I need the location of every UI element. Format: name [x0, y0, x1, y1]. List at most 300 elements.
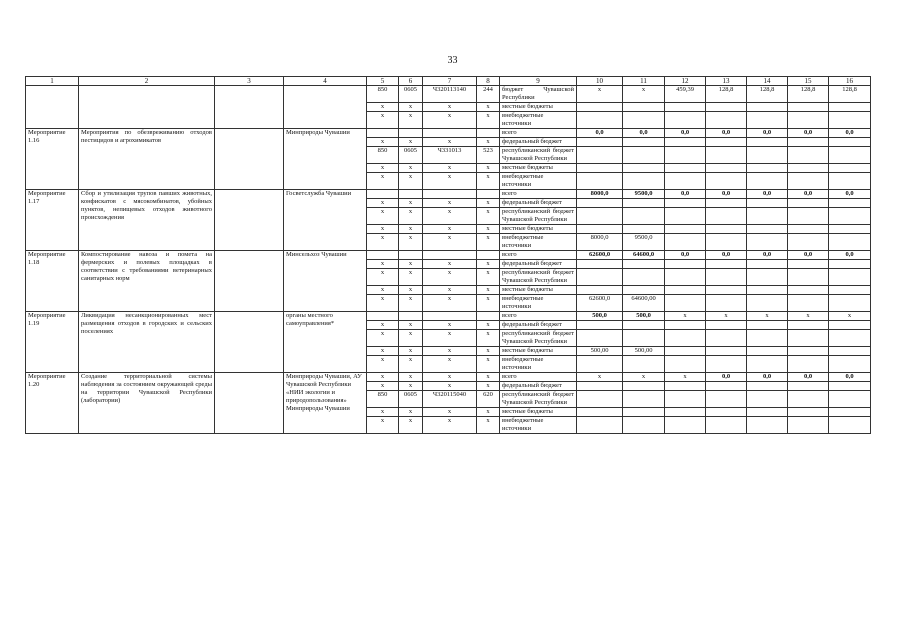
- amount-cell: [665, 330, 706, 347]
- column-number-cell: 9: [500, 77, 577, 86]
- amount-cell: [623, 138, 665, 147]
- amount-cell: [788, 112, 829, 129]
- responsible-executor-cell: [284, 86, 367, 129]
- amount-cell: 8000,0: [577, 234, 623, 251]
- amount-cell: [788, 103, 829, 112]
- budget-code-cell: x: [399, 260, 423, 269]
- amount-cell: x: [788, 312, 829, 321]
- budget-code-cell: [423, 129, 477, 138]
- amount-cell: [706, 164, 747, 173]
- budget-code-cell: x: [367, 269, 399, 286]
- amount-cell: [829, 269, 871, 286]
- budget-code-cell: [477, 251, 500, 260]
- amount-cell: [788, 173, 829, 190]
- budget-code-cell: x: [477, 286, 500, 295]
- amount-cell: 0,0: [788, 373, 829, 382]
- budget-code-cell: x: [399, 269, 423, 286]
- column-number-cell: 2: [79, 77, 215, 86]
- table-row: [26, 312, 871, 321]
- amount-cell: [788, 225, 829, 234]
- budget-code-cell: x: [423, 225, 477, 234]
- column-number-cell: 6: [399, 77, 423, 86]
- funding-source-cell: местные бюджеты: [500, 408, 577, 417]
- amount-cell: 0,0: [747, 190, 788, 199]
- budget-code-cell: x: [423, 269, 477, 286]
- budget-code-cell: x: [423, 164, 477, 173]
- amount-cell: [829, 225, 871, 234]
- measure-id-cell: Мероприятие 1.16: [26, 129, 79, 190]
- amount-cell: [747, 269, 788, 286]
- amount-cell: [747, 286, 788, 295]
- column-number-cell: 7: [423, 77, 477, 86]
- amount-cell: [829, 138, 871, 147]
- amount-cell: [623, 382, 665, 391]
- amount-cell: [623, 225, 665, 234]
- amount-cell: 128,8: [706, 86, 747, 103]
- amount-cell: [577, 112, 623, 129]
- budget-code-cell: x: [367, 208, 399, 225]
- column-number-cell: 8: [477, 77, 500, 86]
- budget-code-cell: [423, 251, 477, 260]
- amount-cell: [665, 269, 706, 286]
- amount-cell: [788, 164, 829, 173]
- amount-cell: [577, 138, 623, 147]
- budget-code-cell: x: [477, 295, 500, 312]
- amount-cell: [665, 347, 706, 356]
- amount-cell: x: [665, 312, 706, 321]
- amount-cell: 0,0: [788, 251, 829, 260]
- amount-cell: [706, 330, 747, 347]
- budget-code-cell: x: [423, 408, 477, 417]
- budget-code-cell: 850: [367, 391, 399, 408]
- amount-cell: [577, 199, 623, 208]
- budget-code-cell: x: [367, 103, 399, 112]
- amount-cell: [829, 356, 871, 373]
- amount-cell: x: [623, 86, 665, 103]
- amount-cell: [788, 138, 829, 147]
- amount-cell: [829, 330, 871, 347]
- amount-cell: [623, 103, 665, 112]
- budget-code-cell: x: [423, 234, 477, 251]
- page-number: 33: [447, 55, 458, 66]
- amount-cell: [706, 321, 747, 330]
- budget-code-cell: x: [477, 260, 500, 269]
- amount-cell: [623, 286, 665, 295]
- amount-cell: 8000,0: [577, 190, 623, 199]
- budget-code-cell: Ч320113140: [423, 86, 477, 103]
- budget-code-cell: x: [399, 286, 423, 295]
- amount-cell: [665, 417, 706, 434]
- funding-source-cell: всего: [500, 373, 577, 382]
- amount-cell: x: [665, 373, 706, 382]
- amount-cell: [665, 391, 706, 408]
- budget-code-cell: x: [367, 373, 399, 382]
- measure-id-cell: Мероприятие 1.17: [26, 190, 79, 251]
- measure-id-cell: Мероприятие 1.19: [26, 312, 79, 373]
- budget-code-cell: x: [477, 164, 500, 173]
- responsible-executor-cell: органы местного самоуправления*: [284, 312, 367, 373]
- amount-cell: x: [706, 312, 747, 321]
- budget-code-cell: x: [477, 208, 500, 225]
- budget-code-cell: x: [423, 295, 477, 312]
- budget-code-cell: 620: [477, 391, 500, 408]
- amount-cell: [706, 347, 747, 356]
- measure-id-cell: Мероприятие 1.18: [26, 251, 79, 312]
- amount-cell: 0,0: [829, 190, 871, 199]
- amount-cell: [788, 417, 829, 434]
- budget-code-cell: x: [423, 112, 477, 129]
- amount-cell: [829, 164, 871, 173]
- budget-code-cell: Ч320115040: [423, 391, 477, 408]
- budget-code-cell: x: [423, 347, 477, 356]
- amount-cell: [829, 147, 871, 164]
- amount-cell: [706, 234, 747, 251]
- funding-source-cell: федеральный бюджет: [500, 321, 577, 330]
- budget-code-cell: x: [477, 225, 500, 234]
- amount-cell: [747, 391, 788, 408]
- budget-code-cell: x: [477, 321, 500, 330]
- funding-source-cell: местные бюджеты: [500, 286, 577, 295]
- column-number-cell: 11: [623, 77, 665, 86]
- funding-source-cell: местные бюджеты: [500, 164, 577, 173]
- budget-code-cell: [367, 251, 399, 260]
- budget-code-cell: x: [399, 382, 423, 391]
- amount-cell: [623, 260, 665, 269]
- budget-code-cell: x: [423, 373, 477, 382]
- amount-cell: [829, 208, 871, 225]
- funding-source-cell: местные бюджеты: [500, 103, 577, 112]
- budget-code-cell: x: [399, 321, 423, 330]
- amount-cell: [623, 173, 665, 190]
- amount-cell: [665, 382, 706, 391]
- amount-cell: [747, 382, 788, 391]
- amount-cell: [829, 295, 871, 312]
- amount-cell: x: [829, 312, 871, 321]
- budget-code-cell: x: [477, 138, 500, 147]
- amount-cell: [747, 103, 788, 112]
- budget-code-cell: [477, 190, 500, 199]
- amount-cell: [577, 269, 623, 286]
- amount-cell: [706, 382, 747, 391]
- budget-code-cell: x: [423, 286, 477, 295]
- amount-cell: [788, 234, 829, 251]
- budget-code-cell: x: [423, 260, 477, 269]
- amount-cell: [577, 417, 623, 434]
- table-row: [26, 129, 871, 138]
- amount-cell: x: [623, 373, 665, 382]
- budget-code-cell: x: [399, 173, 423, 190]
- amount-cell: 0,0: [665, 251, 706, 260]
- column-number-cell: 3: [215, 77, 284, 86]
- budget-code-cell: x: [367, 295, 399, 312]
- amount-cell: [623, 147, 665, 164]
- amount-cell: [623, 321, 665, 330]
- amount-cell: [665, 208, 706, 225]
- budget-code-cell: x: [367, 330, 399, 347]
- budget-code-cell: [423, 312, 477, 321]
- amount-cell: 9500,0: [623, 190, 665, 199]
- responsible-executor-cell: Госветслужба Чувашии: [284, 190, 367, 251]
- amount-cell: [623, 391, 665, 408]
- measure-id-cell: [26, 86, 79, 129]
- amount-cell: [788, 260, 829, 269]
- budget-code-cell: x: [423, 382, 477, 391]
- amount-cell: [706, 269, 747, 286]
- budget-code-cell: x: [423, 356, 477, 373]
- budget-code-cell: x: [477, 408, 500, 417]
- amount-cell: [747, 408, 788, 417]
- amount-cell: [788, 382, 829, 391]
- budget-code-cell: x: [367, 234, 399, 251]
- amount-cell: 0,0: [706, 251, 747, 260]
- amount-cell: [623, 164, 665, 173]
- budget-code-cell: x: [477, 356, 500, 373]
- amount-cell: [747, 347, 788, 356]
- amount-cell: [665, 138, 706, 147]
- budget-code-cell: x: [423, 321, 477, 330]
- amount-cell: x: [577, 86, 623, 103]
- budget-code-cell: x: [477, 103, 500, 112]
- budget-code-cell: 244: [477, 86, 500, 103]
- budget-code-cell: x: [367, 417, 399, 434]
- amount-cell: [788, 356, 829, 373]
- amount-cell: 500,0: [623, 312, 665, 321]
- amount-cell: 9500,0: [623, 234, 665, 251]
- amount-cell: 0,0: [747, 373, 788, 382]
- amount-cell: 128,8: [788, 86, 829, 103]
- amount-cell: [706, 147, 747, 164]
- budget-code-cell: x: [367, 225, 399, 234]
- amount-cell: [665, 173, 706, 190]
- amount-cell: [788, 269, 829, 286]
- budget-code-cell: x: [423, 103, 477, 112]
- amount-cell: [829, 347, 871, 356]
- amount-cell: 0,0: [623, 129, 665, 138]
- budget-code-cell: [477, 129, 500, 138]
- measure-description-cell: [79, 86, 215, 129]
- budget-code-cell: x: [423, 199, 477, 208]
- funding-source-cell: республиканский бюджет Чувашской Республики: [500, 391, 577, 408]
- amount-cell: [829, 173, 871, 190]
- amount-cell: [623, 417, 665, 434]
- funding-source-cell: внебюджетные источники: [500, 234, 577, 251]
- amount-cell: [829, 417, 871, 434]
- amount-cell: [706, 208, 747, 225]
- funding-source-cell: внебюджетные источники: [500, 173, 577, 190]
- budget-code-cell: x: [477, 112, 500, 129]
- funding-source-cell: внебюджетные источники: [500, 112, 577, 129]
- budget-code-cell: x: [399, 112, 423, 129]
- amount-cell: [829, 260, 871, 269]
- budget-code-cell: [423, 190, 477, 199]
- table-cell: [215, 373, 284, 434]
- amount-cell: 128,8: [747, 86, 788, 103]
- amount-cell: [665, 164, 706, 173]
- amount-cell: [665, 147, 706, 164]
- budget-code-cell: [367, 312, 399, 321]
- funding-source-cell: бюджет Чувашской Республики: [500, 86, 577, 103]
- table-row: [26, 251, 871, 260]
- budget-code-cell: x: [399, 295, 423, 312]
- amount-cell: 128,8: [829, 86, 871, 103]
- amount-cell: 0,0: [788, 129, 829, 138]
- funding-source-cell: внебюджетные источники: [500, 356, 577, 373]
- budget-code-cell: [367, 129, 399, 138]
- budget-code-cell: x: [477, 347, 500, 356]
- amount-cell: [706, 199, 747, 208]
- budget-code-cell: 850: [367, 147, 399, 164]
- column-number-cell: 12: [665, 77, 706, 86]
- measure-description-cell: Компостирование навоза и помета на фермерских и полевых площадках в соответствии с требованиями ветеринарных санитарных норм: [79, 251, 215, 312]
- measure-description-cell: Сбор и утилизация трупов павших животных, конфискатов с мясокомбинатов, убойных пунктов, непищевых отходов животного происхождения: [79, 190, 215, 251]
- column-number-cell: 4: [284, 77, 367, 86]
- budget-code-cell: x: [399, 138, 423, 147]
- budget-code-cell: x: [399, 373, 423, 382]
- amount-cell: [706, 225, 747, 234]
- measure-description-cell: Мероприятия по обезвреживанию отходов пестицидов и агрохимикатов: [79, 129, 215, 190]
- amount-cell: [829, 286, 871, 295]
- amount-cell: [706, 260, 747, 269]
- table-row: [26, 86, 871, 103]
- amount-cell: [747, 147, 788, 164]
- budget-code-cell: [399, 129, 423, 138]
- budget-code-cell: x: [399, 408, 423, 417]
- responsible-executor-cell: Минсельхоз Чувашии: [284, 251, 367, 312]
- amount-cell: [706, 417, 747, 434]
- amount-cell: [747, 138, 788, 147]
- amount-cell: [706, 408, 747, 417]
- amount-cell: [665, 225, 706, 234]
- amount-cell: [577, 208, 623, 225]
- budget-code-cell: x: [423, 330, 477, 347]
- amount-cell: [665, 295, 706, 312]
- measure-description-cell: Ликвидация несанкционированных мест размещения отходов в городских и сельских поселениях: [79, 312, 215, 373]
- amount-cell: 0,0: [829, 251, 871, 260]
- budget-code-cell: x: [477, 234, 500, 251]
- amount-cell: [706, 286, 747, 295]
- funding-source-cell: внебюджетные источники: [500, 295, 577, 312]
- amount-cell: 0,0: [665, 129, 706, 138]
- budget-code-cell: x: [399, 225, 423, 234]
- column-number-row: [26, 77, 871, 86]
- amount-cell: 0,0: [747, 129, 788, 138]
- amount-cell: 0,0: [577, 129, 623, 138]
- amount-cell: [706, 138, 747, 147]
- budget-code-cell: x: [477, 373, 500, 382]
- amount-cell: [665, 408, 706, 417]
- funding-source-cell: всего: [500, 129, 577, 138]
- amount-cell: [665, 103, 706, 112]
- amount-cell: [788, 147, 829, 164]
- amount-cell: [788, 208, 829, 225]
- budget-code-cell: x: [399, 208, 423, 225]
- amount-cell: [747, 225, 788, 234]
- budget-code-cell: 0605: [399, 147, 423, 164]
- budget-code-cell: x: [367, 286, 399, 295]
- amount-cell: [577, 173, 623, 190]
- budget-code-cell: x: [367, 347, 399, 356]
- amount-cell: [788, 347, 829, 356]
- amount-cell: 0,0: [706, 129, 747, 138]
- amount-cell: 500,00: [623, 347, 665, 356]
- funding-source-cell: федеральный бюджет: [500, 138, 577, 147]
- budget-code-cell: x: [477, 382, 500, 391]
- table-cell: [215, 251, 284, 312]
- amount-cell: 0,0: [747, 251, 788, 260]
- amount-cell: 0,0: [829, 129, 871, 138]
- funding-source-cell: внебюджетные источники: [500, 417, 577, 434]
- budget-code-cell: x: [367, 164, 399, 173]
- amount-cell: x: [747, 312, 788, 321]
- amount-cell: [706, 391, 747, 408]
- budget-code-cell: x: [367, 173, 399, 190]
- amount-cell: [577, 164, 623, 173]
- budget-code-cell: x: [477, 417, 500, 434]
- amount-cell: [577, 225, 623, 234]
- amount-cell: [829, 234, 871, 251]
- budget-code-cell: x: [423, 208, 477, 225]
- amount-cell: 0,0: [788, 190, 829, 199]
- measure-description-cell: Создание территориальной системы наблюдения за состоянием окружающей среды на территории Чувашской Республики (лаборатории): [79, 373, 215, 434]
- amount-cell: [665, 286, 706, 295]
- table-row: [26, 190, 871, 199]
- amount-cell: [747, 173, 788, 190]
- amount-cell: [577, 260, 623, 269]
- amount-cell: 459,39: [665, 86, 706, 103]
- budget-code-cell: [399, 251, 423, 260]
- column-number-cell: 1: [26, 77, 79, 86]
- budget-code-cell: x: [399, 330, 423, 347]
- amount-cell: [788, 321, 829, 330]
- budget-code-cell: x: [367, 356, 399, 373]
- budget-code-cell: x: [399, 164, 423, 173]
- column-number-cell: 14: [747, 77, 788, 86]
- amount-cell: x: [577, 373, 623, 382]
- amount-cell: [623, 356, 665, 373]
- budget-code-cell: x: [367, 138, 399, 147]
- amount-cell: [577, 382, 623, 391]
- amount-cell: [788, 408, 829, 417]
- budget-code-cell: x: [477, 199, 500, 208]
- funding-source-cell: федеральный бюджет: [500, 260, 577, 269]
- funding-source-cell: всего: [500, 190, 577, 199]
- amount-cell: [706, 103, 747, 112]
- amount-cell: 500,00: [577, 347, 623, 356]
- amount-cell: [747, 295, 788, 312]
- budget-code-cell: x: [399, 347, 423, 356]
- amount-cell: [665, 321, 706, 330]
- amount-cell: [829, 199, 871, 208]
- budget-code-cell: [399, 312, 423, 321]
- funding-source-cell: республиканский бюджет Чувашской Республики: [500, 269, 577, 286]
- amount-cell: [788, 391, 829, 408]
- budget-code-cell: x: [367, 112, 399, 129]
- budget-code-cell: x: [367, 382, 399, 391]
- column-number-cell: 15: [788, 77, 829, 86]
- amount-cell: [747, 112, 788, 129]
- responsible-executor-cell: Минприроды Чувашии, АУ Чувашской Республики «НИИ экологии и природопользования» Минприроды Чувашии: [284, 373, 367, 434]
- budget-code-cell: [399, 190, 423, 199]
- amount-cell: [829, 103, 871, 112]
- amount-cell: [706, 173, 747, 190]
- amount-cell: 64600,00: [623, 295, 665, 312]
- amount-cell: [829, 112, 871, 129]
- amount-cell: [623, 330, 665, 347]
- column-number-cell: 5: [367, 77, 399, 86]
- amount-cell: [747, 260, 788, 269]
- funding-source-cell: местные бюджеты: [500, 347, 577, 356]
- amount-cell: 500,0: [577, 312, 623, 321]
